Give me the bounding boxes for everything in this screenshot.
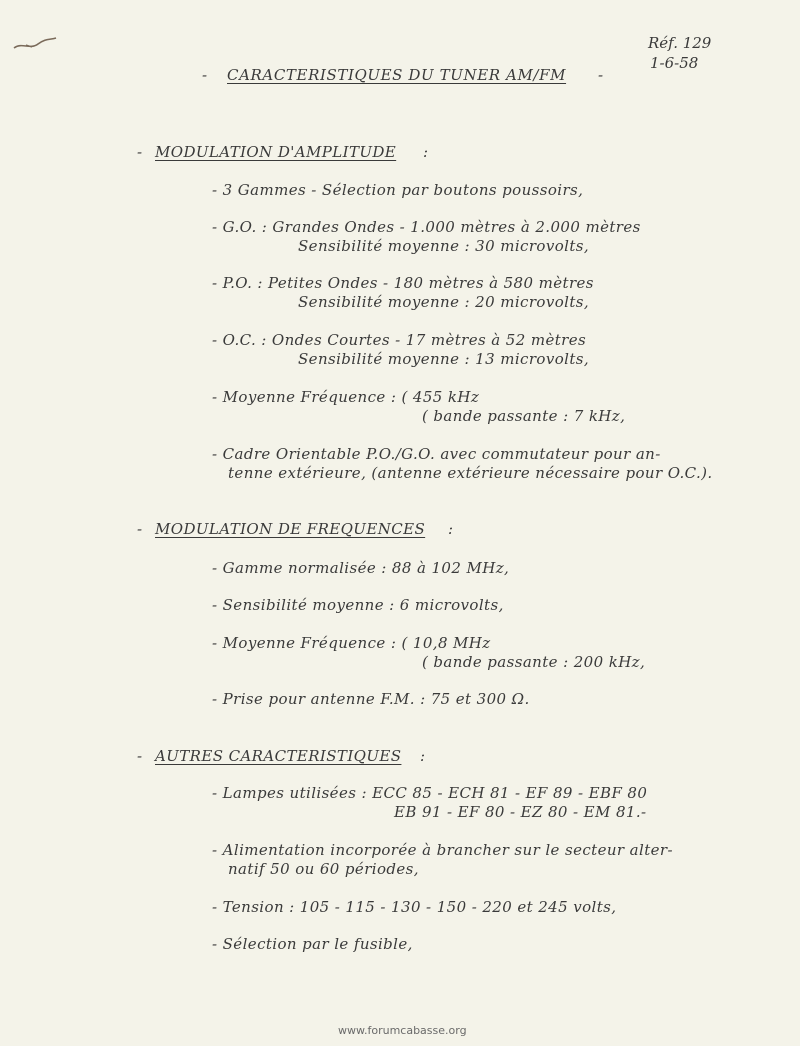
- watermark-text: www.forumcabasse.org: [338, 1024, 467, 1037]
- fm-line-prise: - Prise pour antenne F.M. : 75 et 300 Ω.: [212, 690, 530, 708]
- fm-line-mf-bande: ( bande passante : 200 kHz,: [422, 653, 646, 671]
- page-title: CARACTERISTIQUES DU TUNER AM/FM: [227, 66, 567, 84]
- section-fm-colon: :: [448, 520, 454, 538]
- section-am-heading: MODULATION D'AMPLITUDE: [155, 143, 397, 161]
- am-line-mf-bande: ( bande passante : 7 kHz,: [422, 407, 626, 425]
- other-line-tension: - Tension : 105 - 115 - 130 - 150 - 220 et 245 volts,: [212, 898, 617, 916]
- other-line-alimentation: - Alimentation incorporée à brancher sur le secteur alter-: [212, 841, 673, 859]
- reference-number: Réf. 129: [648, 34, 712, 52]
- am-line-go: - G.O. : Grandes Ondes - 1.000 mètres à 2.000 mètres: [212, 218, 641, 236]
- section-am-dash: -: [137, 143, 143, 161]
- section-fm-heading: MODULATION DE FREQUENCES: [155, 520, 426, 538]
- am-line-oc: - O.C. : Ondes Courtes - 17 mètres à 52 mètres: [212, 331, 587, 349]
- am-line-po: - P.O. : Petites Ondes - 180 mètres à 580 mètres: [212, 274, 594, 292]
- am-line-oc-sens: Sensibilité moyenne : 13 microvolts,: [298, 350, 590, 368]
- am-line-cadre: - Cadre Orientable P.O./G.O. avec commutateur pour an-: [212, 445, 661, 463]
- am-line-cadre-cont: tenne extérieure, (antenne extérieure nécessaire pour O.C.).: [228, 464, 713, 482]
- document-date: 1-6-58: [650, 54, 699, 72]
- section-fm-dash: -: [137, 520, 143, 538]
- am-line-gammes: - 3 Gammes - Sélection par boutons poussoirs,: [212, 181, 584, 199]
- am-line-go-sens: Sensibilité moyenne : 30 microvolts,: [298, 237, 590, 255]
- section-am-colon: :: [423, 143, 429, 161]
- section-other-dash: -: [137, 747, 143, 765]
- other-line-selection: - Sélection par le fusible,: [212, 935, 413, 953]
- title-dash-right: -: [598, 66, 604, 84]
- fm-line-mf: - Moyenne Fréquence : ( 10,8 MHz: [212, 634, 491, 652]
- other-line-lampes: - Lampes utilisées : ECC 85 - ECH 81 - EF 89 - EBF 80: [212, 784, 648, 802]
- pen-mark-scribble: [12, 36, 58, 52]
- am-line-po-sens: Sensibilité moyenne : 20 microvolts,: [298, 293, 590, 311]
- section-other-heading: AUTRES CARACTERISTIQUES: [155, 747, 402, 765]
- am-line-mf: - Moyenne Fréquence : ( 455 kHz: [212, 388, 480, 406]
- other-line-lampes-cont: EB 91 - EF 80 - EZ 80 - EM 81.-: [394, 803, 647, 821]
- title-dash-left: -: [202, 66, 208, 84]
- other-line-alimentation-cont: natif 50 ou 60 périodes,: [228, 860, 419, 878]
- section-other-colon: :: [420, 747, 426, 765]
- fm-line-gamme: - Gamme normalisée : 88 à 102 MHz,: [212, 559, 510, 577]
- fm-line-sens: - Sensibilité moyenne : 6 microvolts,: [212, 596, 504, 614]
